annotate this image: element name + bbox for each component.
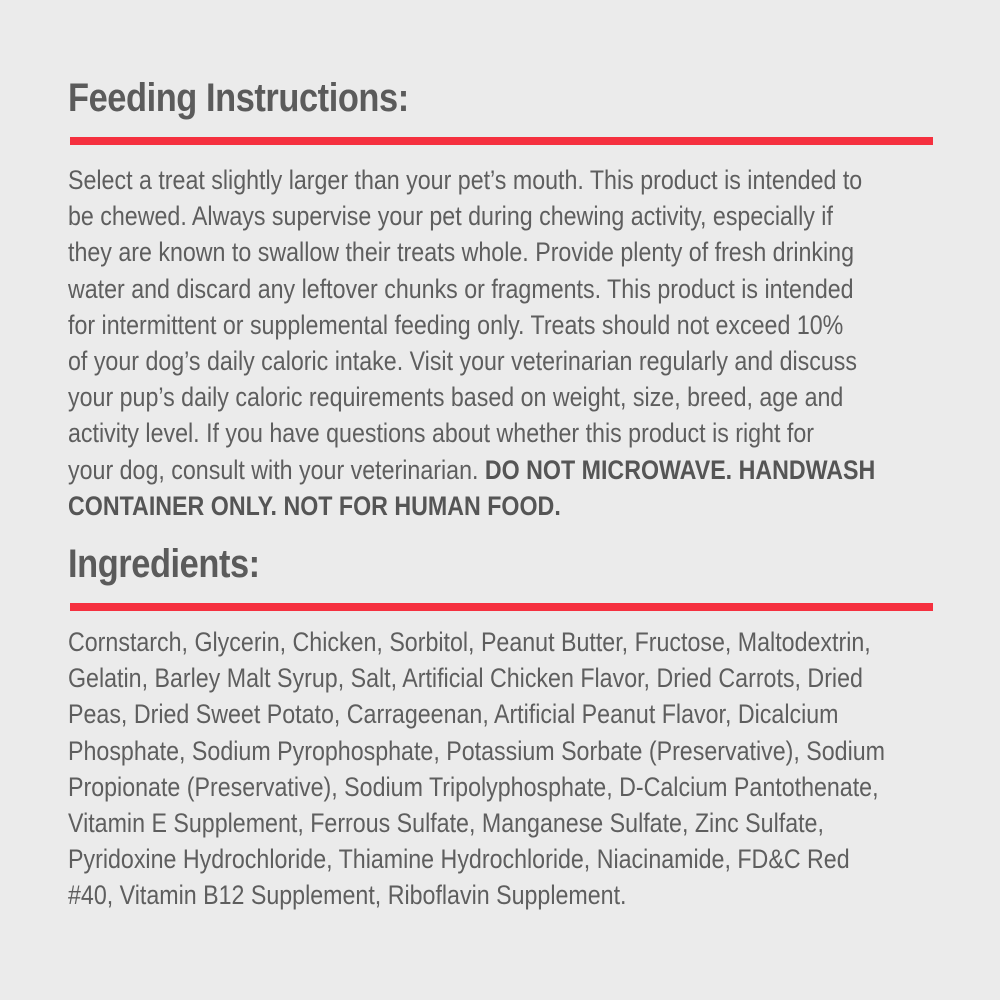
feeding-line: activity level. If you have questions about whether this product is right for: [68, 418, 815, 449]
feeding-instructions-text: [68, 162, 937, 524]
feeding-line: water and discard any leftover chunks or fragments. This product is intended: [68, 273, 854, 304]
feeding-divider-rule: [70, 137, 933, 145]
ingredients-line: Peas, Dried Sweet Potato, Carrageenan, Artificial Peanut Flavor, Dicalcium: [68, 699, 839, 730]
feeding-line: of your dog’s daily caloric intake. Visit your veterinarian regularly and discuss: [68, 346, 858, 377]
ingredients-heading: Ingredients:: [68, 542, 260, 586]
ingredients-text: [68, 624, 937, 914]
ingredients-line: #40, Vitamin B12 Supplement, Riboflavin Supplement.: [68, 880, 627, 911]
ingredients-line: Phosphate, Sodium Pyrophosphate, Potassium Sorbate (Preservative), Sodium: [68, 735, 885, 766]
feeding-line: they are known to swallow their treats whole. Provide plenty of fresh drinking: [68, 237, 854, 268]
ingredients-line: Pyridoxine Hydrochloride, Thiamine Hydrochloride, Niacinamide, FD&C Red: [68, 844, 850, 875]
warning-text: CONTAINER ONLY. NOT FOR HUMAN FOOD.: [68, 490, 561, 521]
ingredients-divider-rule: [70, 603, 933, 611]
feeding-line: [68, 452, 937, 488]
feeding-line: for intermittent or supplemental feeding only. Treats should not exceed 10%: [68, 309, 844, 340]
ingredients-line: Vitamin E Supplement, Ferrous Sulfate, Manganese Sulfate, Zinc Sulfate,: [68, 808, 824, 839]
ingredients-line: Gelatin, Barley Malt Syrup, Salt, Artificial Chicken Flavor, Dried Carrots, Dried: [68, 663, 863, 694]
feeding-line-regular: your dog, consult with your veterinarian.: [68, 454, 485, 485]
ingredients-line: Cornstarch, Glycerin, Chicken, Sorbitol, Peanut Butter, Fructose, Maltodextrin,: [68, 627, 871, 657]
feeding-instructions-heading: Feeding Instructions:: [68, 76, 409, 120]
warning-text: DO NOT MICROWAVE. HANDWASH: [484, 454, 876, 485]
ingredients-line: Propionate (Preservative), Sodium Tripolyphosphate, D-Calcium Pantothenate,: [68, 771, 879, 802]
feeding-line: your pup’s daily caloric requirements based on weight, size, breed, age and: [68, 382, 844, 413]
feeding-line: be chewed. Always supervise your pet during chewing activity, especially if: [68, 201, 833, 232]
feeding-line: Select a treat slightly larger than your pet’s mouth. This product is intended to: [68, 165, 863, 195]
